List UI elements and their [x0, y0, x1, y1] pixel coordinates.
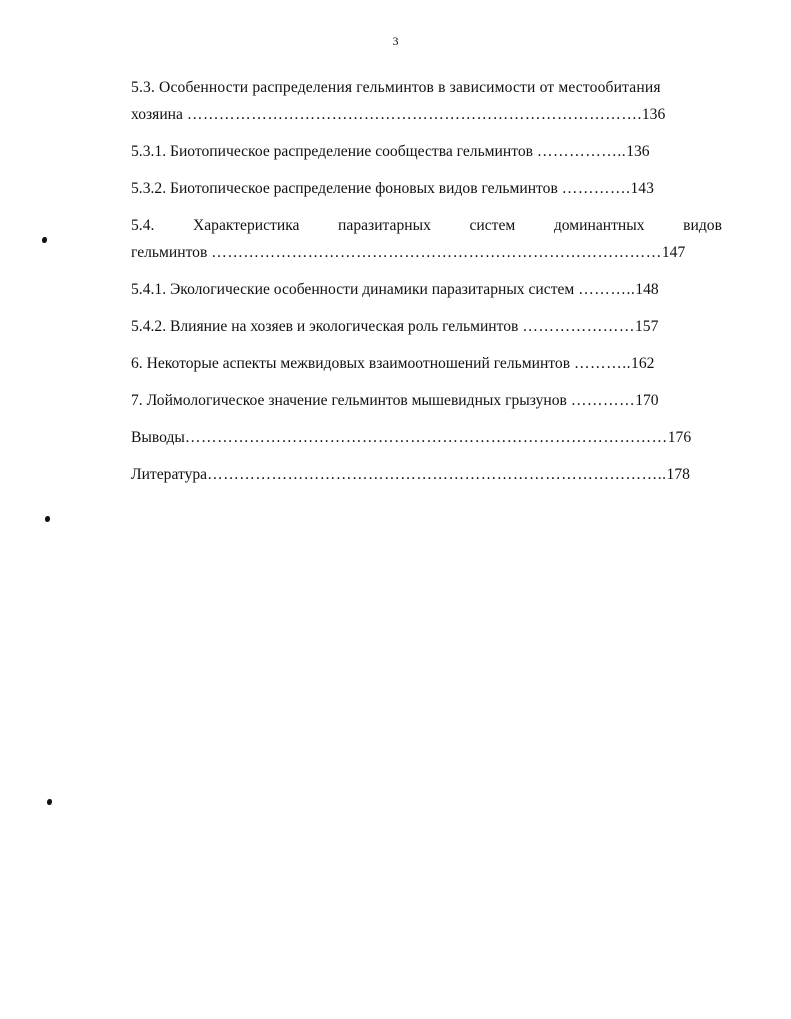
- toc-entry-title: 6. Некоторые аспекты межвидовых взаимоотношений гельминтов: [131, 355, 574, 372]
- toc-entry-word: 5.4.: [131, 217, 155, 234]
- toc-page-number: 170: [635, 392, 659, 409]
- toc-entry-title: 7. Лоймологическое значение гельминтов мышевидных грызунов: [131, 392, 571, 409]
- toc-entry-conclusions[interactable]: [131, 428, 722, 447]
- toc-page-number: 148: [635, 281, 659, 298]
- toc-page-number: 147: [661, 244, 686, 261]
- toc-entry-5-3-2[interactable]: [131, 179, 722, 198]
- toc-entry-line: [131, 354, 722, 373]
- toc-entry-title: Литература: [131, 466, 208, 483]
- toc-entry-references[interactable]: [131, 465, 722, 484]
- toc-entry-word: систем: [469, 217, 516, 234]
- table-of-contents: [131, 78, 722, 502]
- scan-mark: [42, 237, 47, 243]
- toc-entry-title-continued: гельминтов: [131, 244, 212, 261]
- toc-entry-word: паразитарных: [338, 217, 431, 234]
- toc-entry-line: [131, 216, 722, 235]
- toc-entry-6[interactable]: [131, 354, 722, 373]
- toc-entry-7[interactable]: [131, 391, 722, 410]
- toc-entry-5-3[interactable]: [131, 78, 722, 124]
- toc-dot-leader: ………………………………………………………………………………: [184, 429, 668, 446]
- toc-entry-5-4-1[interactable]: [131, 280, 722, 299]
- toc-entry-5-3-1[interactable]: [131, 142, 722, 161]
- toc-entry-line: [131, 105, 722, 124]
- toc-entry-line: [131, 142, 722, 161]
- toc-entry-line: [131, 428, 722, 447]
- toc-entry-line: [131, 391, 722, 410]
- toc-entry-word: Характеристика: [192, 217, 300, 234]
- toc-page-number: 136: [626, 143, 650, 160]
- toc-entry-title: 5.4.1. Экологические особенности динамики паразитарных систем: [131, 281, 579, 298]
- toc-entry-line: [131, 280, 722, 299]
- toc-dot-leader: ………..: [578, 281, 636, 298]
- toc-page-number: 143: [630, 180, 654, 197]
- toc-entry-title-continued: хозяина: [131, 106, 187, 123]
- toc-entry-title: 5.4.2. Влияние на хозяев и экологическая роль гельминтов: [131, 318, 523, 335]
- toc-page-number: 157: [634, 318, 659, 335]
- toc-dot-leader: ………..: [573, 355, 632, 372]
- toc-entry-title: Выводы: [131, 429, 185, 446]
- scan-mark: [45, 516, 50, 522]
- toc-entry-line: [131, 243, 722, 262]
- toc-dot-leader: …………: [570, 392, 636, 409]
- toc-dot-leader: …………………………………………………………………………..: [207, 466, 667, 483]
- scan-mark: [47, 799, 52, 805]
- toc-entry-5-4-2[interactable]: [131, 317, 722, 336]
- toc-entry-line: [131, 465, 722, 484]
- toc-page-number: 136: [641, 106, 666, 123]
- toc-entry-title: 5.3.2. Биотопическое распределение фоновых видов гельминтов: [131, 180, 562, 197]
- toc-entry-line: [131, 179, 722, 198]
- toc-dot-leader: …………………: [522, 318, 635, 335]
- toc-entry-word: видов: [683, 217, 722, 234]
- toc-dot-leader: ……………..: [536, 143, 627, 160]
- toc-entry-line: [131, 78, 722, 97]
- toc-page-number: 178: [666, 466, 690, 483]
- toc-entry-title: 5.3. Особенности распределения гельминтов в зависимости от местообитания: [131, 79, 661, 96]
- toc-dot-leader: ………….: [561, 180, 631, 197]
- toc-page-number: 162: [631, 355, 655, 372]
- toc-dot-leader: …………………………………………………………………………: [211, 244, 662, 261]
- toc-entry-5-4[interactable]: [131, 216, 722, 262]
- page-number: 3: [392, 34, 399, 48]
- toc-entry-word: доминантных: [553, 217, 645, 234]
- toc-entry-title: 5.3.1. Биотопическое распределение сообщества гельминтов: [131, 143, 537, 160]
- toc-entry-line: [131, 317, 722, 336]
- toc-page-number: 176: [667, 429, 692, 446]
- toc-dot-leader: ………………………………………………………………………….: [186, 106, 642, 123]
